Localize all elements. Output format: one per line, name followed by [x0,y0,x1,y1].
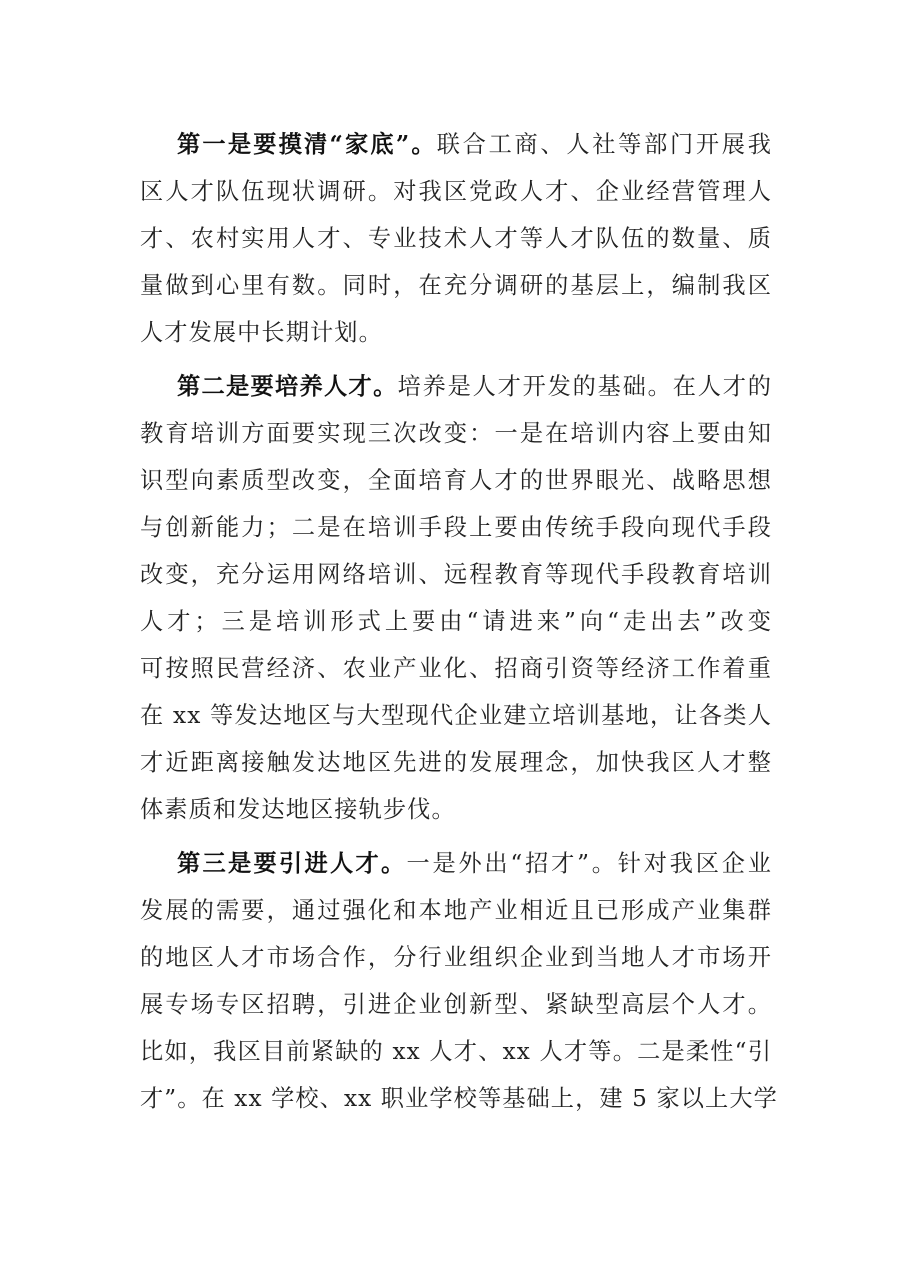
paragraph-line: 第三是要引进人才。一是外出“招才”。针对我区企业 [177,850,772,877]
paragraph-line: 体素质和发达地区接轨步伐。 [140,796,456,823]
paragraph-lead: 第二是要培养人才。 [177,373,398,400]
paragraph-line: 比如，我区目前紧缺的 xx 人才、xx 人才等。二是柔性“引 [140,1038,772,1065]
paragraph-line: 才”。在 xx 学校、xx 职业学校等基础上，建 5 家以上大学 [140,1085,778,1112]
paragraph-line: 可按照民营经济、农业产业化、招商引资等经济工作着重 [140,655,772,682]
paragraph-line: 展专场专区招聘，引进企业创新型、紧缺型高层个人才。 [140,991,772,1018]
paragraph-line: 识型向素质型改变，全面培育人才的世界眼光、战略思想 [140,467,772,494]
paragraph-line: 在 xx 等发达地区与大型现代企业建立培训基地，让各类人 [140,702,772,729]
paragraph-line: 与创新能力；二是在培训手段上要由传统手段向现代手段 [140,514,772,541]
paragraph-line: 才、农村实用人才、专业技术人才等人才队伍的数量、质 [140,225,772,252]
paragraph-line: 的地区人才市场合作，分行业组织企业到当地人才市场开 [140,944,772,971]
paragraph-line: 教育培训方面要实现三次改变：一是在培训内容上要由知 [140,420,772,447]
paragraph-line: 改变，充分运用网络培训、远程教育等现代手段教育培训 [140,561,772,588]
document-body [140,121,778,1129]
paragraph-line: 才近距离接触发达地区先进的发展理念，加快我区人才整 [140,749,772,776]
paragraph-line: 区人才队伍现状调研。对我区党政人才、企业经营管理人 [140,178,772,205]
paragraph-1 [140,121,772,356]
paragraph-line: 人才发展中长期计划。 [140,319,383,346]
paragraph-lead: 第三是要引进人才。 [177,850,407,877]
paragraph-line: 第一是要摸清“家底”。联合工商、人社等部门开展我 [177,131,772,158]
paragraph-line: 人才；三是培训形式上要由“请进来”向“走出去”改变 [140,608,772,635]
paragraph-line: 发展的需要，通过强化和本地产业相近且已形成产业集群 [140,897,772,924]
paragraph-3 [140,840,778,1122]
paragraph-lead: 第一是要摸清“家底”。 [177,131,437,158]
paragraph-line: 量做到心里有数。同时，在充分调研的基层上，编制我区 [140,272,772,299]
paragraph-2 [140,363,772,833]
paragraph-line: 第二是要培养人才。培养是人才开发的基础。在人才的 [177,373,773,400]
